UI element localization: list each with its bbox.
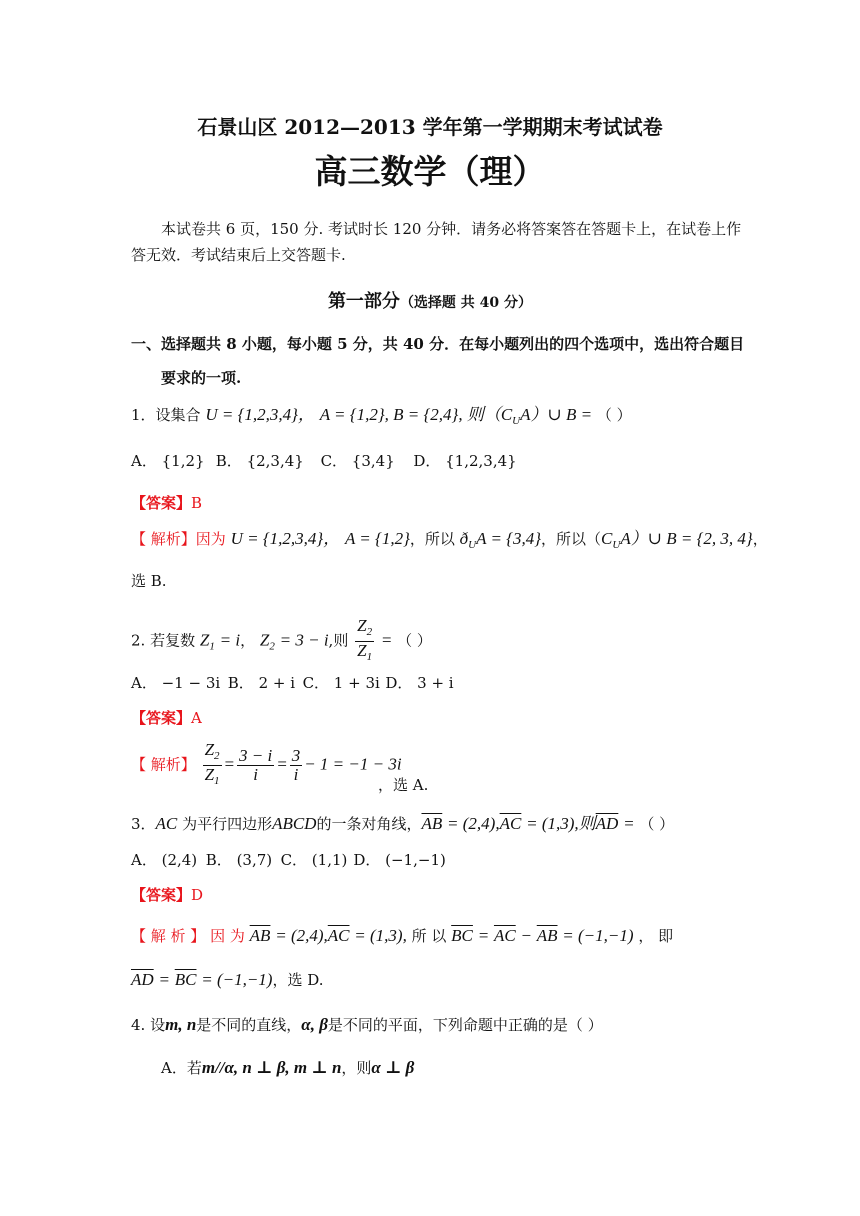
q1-answer-label: 【答案】 (131, 494, 192, 512)
q3-stem-b: 为平行四边形 (182, 815, 273, 833)
q1-analysis-so-2: ，所以（ (541, 530, 602, 548)
q4-opt-a-result: α ⊥ β (371, 1058, 415, 1077)
q2-answer (131, 707, 202, 729)
q3-option-d: D． (−1,−1) (353, 851, 446, 869)
q3-number: 3． (131, 815, 156, 833)
q1-analysis-union: A）∪ B = {2, 3, 4} (620, 529, 753, 548)
intro-line-2: 答无效．考试结束后上交答题卡. (131, 246, 346, 264)
q2-frac-den: Z (357, 641, 367, 660)
q3-ana2-result: = (−1,−1) (201, 970, 273, 989)
q3-analysis-2 (131, 969, 324, 991)
q4-stem-d: 是不同的平面，下列命题中正确的是（ ） (327, 1016, 603, 1034)
section-line-2: 要求的一项. (161, 369, 242, 387)
q1-analysis-comma: ， (752, 530, 768, 548)
q2-analysis-tail: − 1 = −1 − 3i (304, 754, 402, 774)
q2-option-a: A． −1 − 3i (131, 674, 221, 692)
q3-analysis-because: 因 为 (210, 927, 245, 945)
q2-comma: ， (240, 631, 256, 650)
q3-ana2-ad: $\overline{AD}$ (131, 970, 154, 989)
q3-ana-so: 所 以 (411, 927, 447, 945)
q1-analysis-comp: ð (459, 529, 469, 548)
part-note: （选择题 共 40 分） (399, 295, 533, 311)
q3-option-c: C． (1,1) (280, 851, 348, 869)
q2-analysis-label: 【 解析】 (131, 755, 196, 774)
q3-abcd: ABCD (272, 814, 317, 833)
q2-frac-num: Z (357, 616, 367, 635)
q2-ana-f2-den: i (293, 765, 299, 784)
q3-ac-value: = (1,3),则 (526, 814, 596, 833)
q3-vec-ad: $\overline{AD}$ (595, 814, 619, 833)
q1-paren: （ ） (596, 406, 632, 424)
q1-union: A）∪ B = (520, 405, 593, 424)
q3-ana-eq: = (477, 926, 490, 945)
q1-option-c: C． {3,4} (320, 452, 395, 470)
q2-z2: Z (259, 630, 270, 650)
q2-equals: = (380, 630, 393, 650)
q2-frac-den-sub: 1 (366, 651, 373, 663)
q1-analysis-u: U = {1,2,3,4}， (230, 529, 341, 548)
q3-vec-ac: $\overline{AC}$ (499, 814, 522, 833)
q2-z2-sub: 2 (269, 640, 275, 653)
q2-option-c: C． 1 + 3i (302, 674, 380, 692)
q4-mn: m, n (165, 1015, 197, 1034)
q2-analysis-frac-2 (290, 747, 303, 784)
q4-alpha-beta: α, β (301, 1015, 328, 1034)
q2-ana-f2-num: 3 (291, 746, 301, 765)
q2-paren: （ ） (397, 631, 432, 650)
q3-vec-ab: $\overline{AB}$ (421, 814, 443, 833)
q4-opt-a-cond: m//α, n ⊥ β, m ⊥ n (201, 1058, 342, 1077)
q1-option-a: A． {1,2} (131, 452, 205, 470)
q4-stem-b: 是不同的直线， (196, 1016, 302, 1034)
q1-number: 1．设集合 (131, 406, 201, 424)
q4-number: 4. 设 (131, 1016, 166, 1034)
question-2 (131, 617, 432, 667)
q3-option-a: A． (2,4) (131, 851, 198, 869)
q2-analysis-frac-z (203, 741, 222, 790)
q3-ana-ac-value: = (1,3), (354, 926, 407, 945)
q3-analysis (131, 925, 673, 947)
q3-ana-ab-value: = (2,4), (275, 926, 328, 945)
intro-line-1: 本试卷共 6 页，150 分. 考试时长 120 分钟．请务必将答案答在答题卡上，在试卷上作 (161, 220, 742, 238)
q1-answer-value: B (191, 494, 203, 512)
q1-analysis-so: ，所以 (409, 530, 455, 548)
q1-options (131, 450, 517, 472)
subject-title: 高三数学（理） (314, 152, 546, 191)
q2-answer-value: A (191, 709, 202, 727)
q2-options (131, 672, 454, 694)
q2-z1: Z (199, 630, 210, 650)
q1-analysis-comp-sub: U (468, 539, 477, 551)
q3-ana2-eq: = (158, 970, 170, 989)
q1-sets-ab: A = {1,2}, B = {2,4}, 则（ (319, 405, 501, 424)
q2-option-b: B． 2 + i (227, 674, 296, 692)
q4-option-a (161, 1057, 414, 1079)
q2-analysis: 【 解析】 $\frac{Z_2}{Z_1}$ = $\frac{3 - i}{i}$ = $\frac{3}{i}$ − 1 = −1 − 3i (131, 741, 402, 790)
q1-analysis-c-sub: U (612, 539, 621, 551)
q3-ana2-bc: $\overline{BC}$ (174, 970, 197, 989)
q2-z2-value: = 3 − i (279, 630, 329, 650)
q3-stem-d: 的一条对角线， (316, 815, 422, 833)
q4-opt-a-then: ，则 (341, 1059, 372, 1077)
q1-set-u: U = {1,2,3,4}， (205, 405, 315, 424)
q2-option-d: D． 3 + i (385, 674, 454, 692)
question-4 (131, 1014, 603, 1036)
q2-z1-sub: 1 (209, 640, 215, 653)
q2-ana-z1-sub: 1 (214, 775, 220, 787)
q1-analysis-c: C (601, 529, 613, 548)
q1-analysis-label: 【 解析】 (131, 530, 196, 548)
question-3 (131, 813, 674, 835)
q2-frac-num-sub: 2 (366, 626, 373, 638)
q3-answer-value: D (191, 886, 204, 904)
q3-ana-bc: $\overline{BC}$ (451, 926, 473, 945)
q2-fraction (355, 617, 374, 666)
q3-equals: = (623, 814, 635, 833)
q2-analysis-end: ，选 A. (378, 776, 429, 794)
q2-z1-value: = i (219, 630, 241, 650)
q3-options (131, 849, 446, 871)
q3-ana-result: = (−1,−1) (562, 926, 634, 945)
q4-opt-a-label: A．若 (161, 1059, 202, 1077)
q1-complement-sub: U (512, 415, 521, 427)
q1-analysis-comp-result: A = {3,4} (476, 529, 542, 548)
q3-ana-ie: ， 即 (638, 927, 674, 945)
q1-analysis-end: 选 B. (131, 572, 167, 590)
q3-ana-ab-2: $\overline{AB}$ (536, 926, 558, 945)
q2-then: ,则 (328, 631, 349, 650)
q2-ana-z2-sub: 2 (214, 750, 220, 762)
q3-ana-ac: $\overline{AC}$ (327, 926, 350, 945)
q1-analysis (131, 528, 768, 556)
q3-paren: （ ） (639, 815, 675, 833)
q3-ab-value: = (2,4), (447, 814, 500, 833)
q1-analysis-because: 因为 (195, 530, 226, 548)
section-line-1: 一、选择题共 8 小题，每小题 5 分，共 40 分．在每小题列出的四个选项中，选出符合题目 (131, 335, 745, 353)
q3-ana-minus: − (520, 926, 532, 945)
q3-option-b: B． (3,7) (205, 851, 273, 869)
q3-ana-ab: $\overline{AB}$ (249, 926, 271, 945)
q3-ana-ac-2: $\overline{AC}$ (493, 926, 516, 945)
q3-ana2-end: ，选 D. (272, 971, 324, 989)
q2-ana-z1: Z (204, 765, 215, 784)
q2-analysis-frac-1 (237, 747, 274, 784)
q1-option-b: B． {2,3,4} (215, 452, 304, 470)
q2-number: 2. 若复数 (131, 631, 196, 650)
q3-ac: AC (155, 814, 178, 833)
part-heading (0, 291, 860, 314)
question-1 (131, 404, 632, 432)
q3-answer (131, 884, 203, 906)
q1-answer (131, 492, 202, 514)
q1-analysis-a: A = {1,2} (344, 529, 410, 548)
q1-complement-c: C (500, 405, 513, 424)
q3-answer-label: 【答案】 (131, 886, 192, 904)
q2-answer-label: 【答案】 (131, 709, 192, 727)
part-title: 第一部分 (327, 291, 400, 312)
q3-analysis-label: 【 解 析 】 (131, 927, 206, 945)
q2-ana-z2: Z (204, 740, 215, 759)
q1-option-d: D． {1,2,3,4} (413, 452, 517, 470)
q2-ana-f1-den: i (253, 765, 258, 784)
q2-ana-f1-num: 3 − i (239, 746, 273, 765)
exam-title: 石景山区 2012—2013 学年第一学期期末考试试卷 (197, 115, 663, 139)
